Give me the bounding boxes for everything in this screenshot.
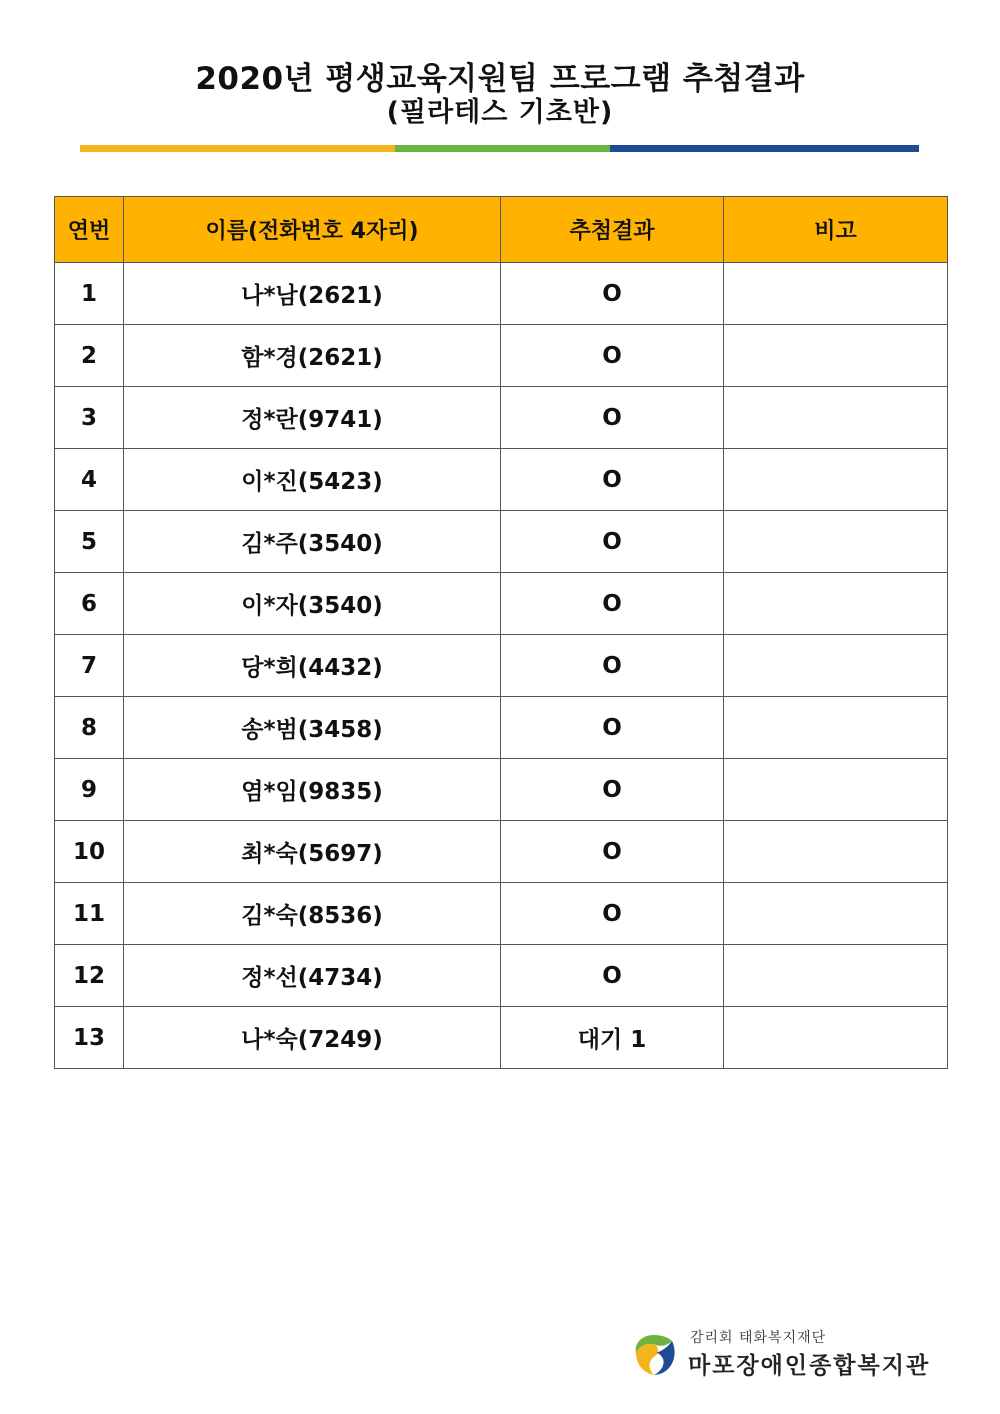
lottery-result-table xyxy=(54,196,948,1069)
row-result: O xyxy=(501,697,724,759)
row-name: 정*선(4734) xyxy=(124,945,501,1007)
row-result: O xyxy=(501,325,724,387)
row-note xyxy=(724,573,948,635)
organization-sub-name: 감리회 태화복지재단 xyxy=(690,1330,827,1346)
table-row xyxy=(55,449,948,511)
row-note xyxy=(724,325,948,387)
row-number: 3 xyxy=(55,387,124,449)
row-name: 정*란(9741) xyxy=(124,387,501,449)
row-number: 7 xyxy=(55,635,124,697)
row-note xyxy=(724,759,948,821)
row-note xyxy=(724,821,948,883)
document-title xyxy=(0,60,1000,128)
row-number: 2 xyxy=(55,325,124,387)
row-number: 4 xyxy=(55,449,124,511)
table-row xyxy=(55,263,948,325)
row-name: 김*주(3540) xyxy=(124,511,501,573)
table-header-row xyxy=(55,197,948,263)
row-result: O xyxy=(501,883,724,945)
row-number: 11 xyxy=(55,883,124,945)
row-result: O xyxy=(501,573,724,635)
row-note xyxy=(724,883,948,945)
row-number: 5 xyxy=(55,511,124,573)
row-number: 6 xyxy=(55,573,124,635)
row-result: O xyxy=(501,635,724,697)
row-result: 대기 1 xyxy=(501,1007,724,1069)
row-note xyxy=(724,449,948,511)
table-row xyxy=(55,697,948,759)
swirl-logo-icon xyxy=(628,1329,680,1381)
row-note xyxy=(724,263,948,325)
row-note xyxy=(724,945,948,1007)
row-name: 최*숙(5697) xyxy=(124,821,501,883)
row-number: 1 xyxy=(55,263,124,325)
table-row xyxy=(55,635,948,697)
row-note xyxy=(724,697,948,759)
row-number: 9 xyxy=(55,759,124,821)
row-name: 당*희(4432) xyxy=(124,635,501,697)
table-row xyxy=(55,759,948,821)
row-number: 10 xyxy=(55,821,124,883)
title-line-2: (필라테스 기초반) xyxy=(386,97,614,128)
row-name: 염*임(9835) xyxy=(124,759,501,821)
header-number: 연번 xyxy=(55,197,124,263)
organization-name: 마포장애인종합복지관 xyxy=(688,1352,931,1379)
row-number: 12 xyxy=(55,945,124,1007)
row-name: 이*진(5423) xyxy=(124,449,501,511)
table-row xyxy=(55,387,948,449)
divider-yellow xyxy=(80,145,395,152)
row-result: O xyxy=(501,511,724,573)
divider-green xyxy=(395,145,610,152)
row-result: O xyxy=(501,945,724,1007)
row-note xyxy=(724,387,948,449)
table-row xyxy=(55,511,948,573)
row-result: O xyxy=(501,449,724,511)
row-name: 이*자(3540) xyxy=(124,573,501,635)
row-name: 나*남(2621) xyxy=(124,263,501,325)
table-row xyxy=(55,1007,948,1069)
row-number: 8 xyxy=(55,697,124,759)
row-name: 송*범(3458) xyxy=(124,697,501,759)
header-note: 비고 xyxy=(724,197,948,263)
row-name: 김*숙(8536) xyxy=(124,883,501,945)
table-row xyxy=(55,883,948,945)
row-note xyxy=(724,511,948,573)
header-name: 이름(전화번호 4자리) xyxy=(124,197,501,263)
row-note xyxy=(724,1007,948,1069)
row-number: 13 xyxy=(55,1007,124,1069)
row-result: O xyxy=(501,821,724,883)
table-row xyxy=(55,573,948,635)
organization-logo xyxy=(628,1325,958,1385)
row-name: 나*숙(7249) xyxy=(124,1007,501,1069)
row-result: O xyxy=(501,387,724,449)
table-row xyxy=(55,821,948,883)
row-note xyxy=(724,635,948,697)
row-result: O xyxy=(501,263,724,325)
table-row xyxy=(55,945,948,1007)
header-result: 추첨결과 xyxy=(501,197,724,263)
row-result: O xyxy=(501,759,724,821)
divider-blue xyxy=(610,145,919,152)
table-row xyxy=(55,325,948,387)
title-line-1: 2020년 평생교육지원팀 프로그램 추첨결과 xyxy=(195,61,805,97)
row-name: 함*경(2621) xyxy=(124,325,501,387)
